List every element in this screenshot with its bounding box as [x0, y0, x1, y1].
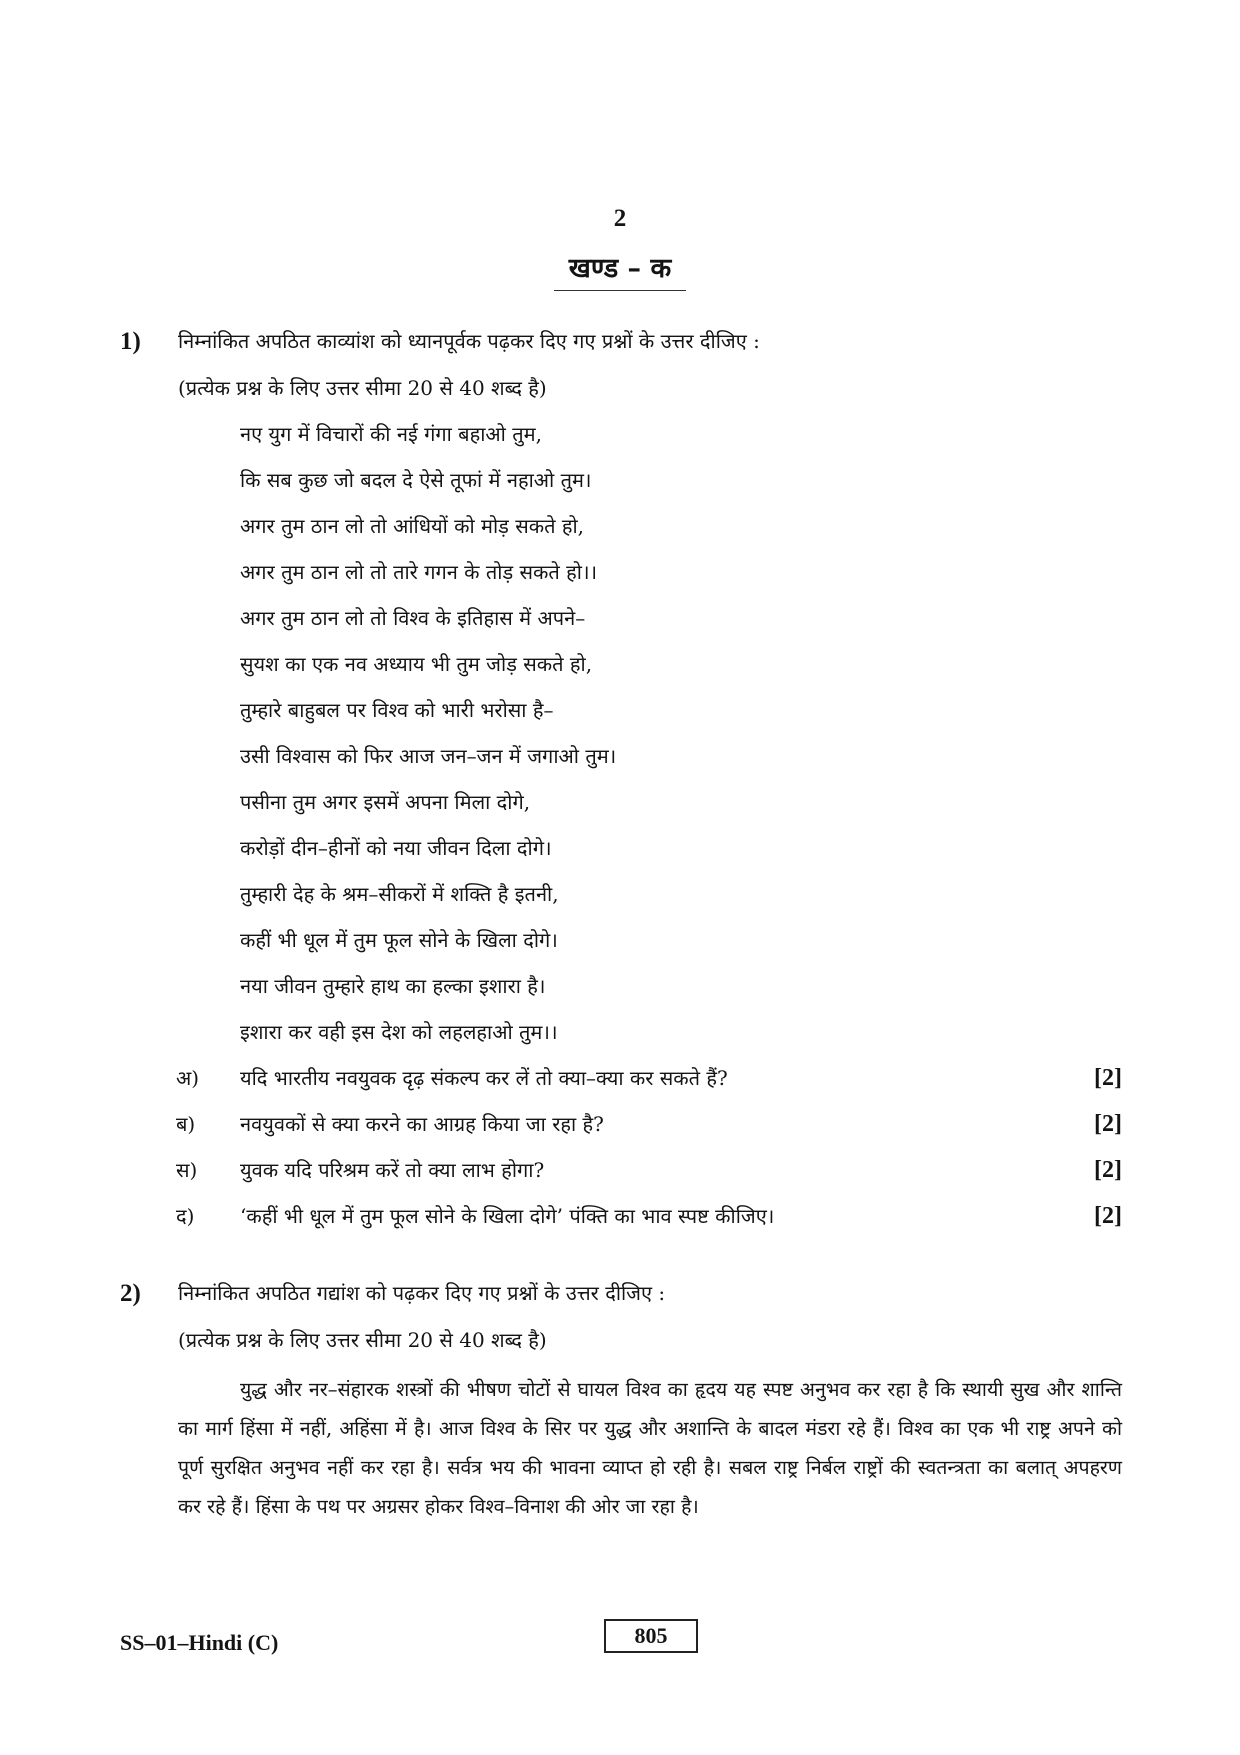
page-number: 2 — [613, 205, 627, 232]
poem-line: नए युग में विचारों की नई गंगा बहाओ तुम, — [240, 422, 542, 446]
poem-line: नया जीवन तुम्हारे हाथ का हल्का इशारा है। — [240, 974, 546, 998]
word-limit-note: (प्रत्येक प्रश्न के लिए उत्तर सीमा 20 से 40 शब्द है) — [178, 376, 547, 400]
poem-line: तुम्हारी देह के श्रम–सीकरों में शक्ति है इतनी, — [240, 882, 559, 906]
marks-label: [2] — [1094, 1203, 1122, 1229]
sub-question-label: अ) — [176, 1066, 200, 1090]
sub-question-text: यदि भारतीय नवयुवक दृढ़ संकल्प कर लें तो क्या–क्या कर सकते हैं? — [240, 1066, 728, 1090]
poem-line: अगर तुम ठान लो तो विश्व के इतिहास में अपने– — [240, 606, 586, 630]
paper-code: SS–01–Hindi (C) — [120, 1630, 279, 1655]
section-title-underline — [554, 290, 686, 291]
poem-line: सुयश का एक नव अध्याय भी तुम जोड़ सकते हो, — [240, 652, 593, 676]
poem-line: तुम्हारे बाहुबल पर विश्व को भारी भरोसा है– — [240, 698, 554, 722]
section-title: खण्ड – क — [568, 253, 672, 284]
sub-question-label: द) — [176, 1204, 195, 1228]
boxed-page-code: 805 — [604, 1619, 698, 1653]
word-limit-note: (प्रत्येक प्रश्न के लिए उत्तर सीमा 20 से 40 शब्द है) — [178, 1328, 547, 1352]
poem-line: करोड़ों दीन–हीनों को नया जीवन दिला दोगे। — [240, 836, 552, 860]
prose-passage: युद्ध और नर–संहारक शस्त्रों की भीषण चोटों से घायल विश्व का हृदय यह स्पष्ट अनुभव कर रहा है कि स्थायी सुख और शान्ति का मार्ग हिंसा में नहीं, अहिंसा में है। आज विश्व के सिर पर युद्ध और अशान्ति के बादल मंडरा रहे हैं। विश्व का एक भी राष्ट्र अपने को पूर्ण सुरक्षित अनुभव नहीं कर रहा है। सर्वत्र भय की भावना व्याप्त हो रही है। सबल राष्ट्र निर्बल राष्ट्रों की स्वतन्त्रता का बलात् अपहरण कर रहे हैं। हिंसा के पथ पर अग्रसर होकर विश्व–विनाश की ओर जा रहा है। — [178, 1378, 1122, 1518]
poem-line: उसी विश्वास को फिर आज जन–जन में जगाओ तुम। — [240, 744, 617, 768]
sub-question-label: स) — [176, 1158, 198, 1182]
question-number: 2) — [120, 1280, 141, 1307]
sub-question-text: ‘कहीं भी धूल में तुम फूल सोने के खिला दोगे’ पंक्ति का भाव स्पष्ट कीजिए। — [240, 1204, 775, 1228]
question-instruction: निम्नांकित अपठित काव्यांश को ध्यानपूर्वक पढ़कर दिए गए प्रश्नों के उत्तर दीजिए : — [178, 329, 760, 353]
question-instruction: निम्नांकित अपठित गद्यांश को पढ़कर दिए गए प्रश्नों के उत्तर दीजिए : — [178, 1281, 666, 1305]
poem-line: कहीं भी धूल में तुम फूल सोने के खिला दोगे। — [240, 928, 558, 952]
marks-label: [2] — [1094, 1065, 1122, 1091]
poem-line: इशारा कर वही इस देश को लहलहाओ तुम।। — [240, 1020, 558, 1044]
marks-label: [2] — [1094, 1157, 1122, 1183]
question-number: 1) — [120, 328, 141, 355]
marks-label: [2] — [1094, 1111, 1122, 1137]
sub-question-text: युवक यदि परिश्रम करें तो क्या लाभ होगा? — [240, 1158, 545, 1182]
poem-line: अगर तुम ठान लो तो आंधियों को मोड़ सकते हो, — [240, 514, 585, 538]
poem-line: अगर तुम ठान लो तो तारे गगन के तोड़ सकते हो।। — [240, 560, 598, 584]
sub-question-label: ब) — [176, 1112, 196, 1136]
sub-question-text: नवयुवकों से क्या करने का आग्रह किया जा रहा है? — [240, 1112, 604, 1136]
poem-line: पसीना तुम अगर इसमें अपना मिला दोगे, — [240, 790, 531, 814]
poem-line: कि सब कुछ जो बदल दे ऐसे तूफां में नहाओ तुम। — [240, 468, 592, 492]
